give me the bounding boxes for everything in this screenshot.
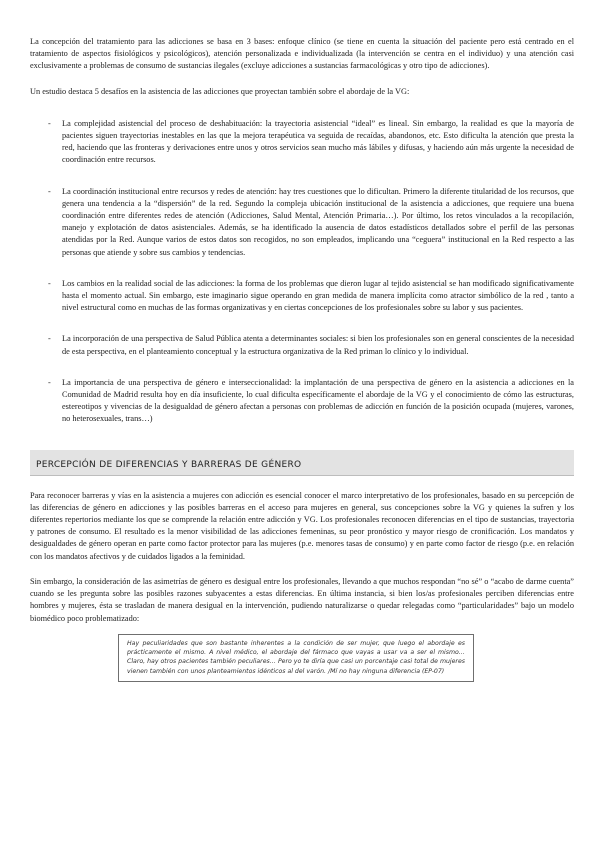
list-item — [30, 186, 574, 259]
study-paragraph: Un estudio destaca 5 desafíos en la asistencia de las adicciones que proyectan también sobre el abordaje de la VG: — [30, 86, 410, 96]
list-item — [30, 118, 574, 167]
section-header — [30, 450, 574, 476]
list-item — [30, 278, 574, 315]
section-paragraph-1: Para reconocer barreras y vías en la asistencia a mujeres con adicción es esencial conocer el marco interpretativo de los profesionales, basado en su percepción de las diferencias de género en adicciones y las posibles barreras en el acceso para mujeres en general, sus concepciones sobre la VG y quienes la sufren y los diferentes repertorios mediante los que se comprende la relación entre adicción y VG. Los profesionales reconocen diferencias en el tipo de sustancias, trayectoria y patrones de consumo. El resultado es la menor visibilidad de las adicciones femeninas, su peor pronóstico y mayor riesgo de cronificación. Los mandatos y desigualdades de género operan en parte como factor protector para las mujeres (p.e. menores tasas de consumo) y en parte como factor de riesgo (p.e. en relación con los mandatos afectivos y de cuidados ligados a la feminidad. — [30, 490, 574, 561]
list-item — [30, 333, 574, 357]
list-dash: - — [48, 118, 51, 128]
section-title: PERCEPCIÓN DE DIFERENCIAS Y BARRERAS DE GÉNERO — [36, 459, 302, 470]
list-dash: - — [48, 186, 51, 196]
list-item-text: Los cambios en la realidad social de las adicciones: la forma de los problemas que dieron lugar al tejido asistencial se han modificado significativamente hasta el momento actual. Sin embargo, este imaginario sigue operando en gran medida de manera implícita como atractor simbólico de la red , tanto a nivel estructural como en muchas de las formas organizativas y en ciertas concepciones de los profesionales sobre su labor y sus pacientes. — [62, 278, 574, 313]
quote-text: Hay peculiaridades que son bastante inherentes a la condición de ser mujer, que luego el abordaje es prácticamente el mismo. A nivel médico, el abordaje del fármaco que vayas a usar va a ser el mismo… Claro, hay otros pacientes también peculiares… Pero yo te diría que casi un porcentaje casi total de mujeres vienen también con unos planteamientos idénticos al del varón. /Mí no hay ninguna diferencia (EP-07) — [127, 639, 465, 675]
intro-paragraph: La concepción del tratamiento para las adicciones se basa en 3 bases: enfoque clínico (se tiene en cuenta la situación del paciente pero está centrado en el tratamiento de aspectos fisiológicos y psicológicos), atención personalizada e individualizada (la intervención se centra en el individuo) y una atención casi exclusivamente a problemas de consumo de sustancias ilegales (excluye adicciones a sustancias farmacológicas y otro tipo de adicciones). — [30, 37, 574, 71]
list-item-text: La complejidad asistencial del proceso de deshabituación: la trayectoria asistencial “ideal” es lineal. Sin embargo, la realidad es que la mayoría de pacientes siguen trayectorias inestables en las que la mejora terapéutica va seguida de recaídas, abandonos, etc. Esto dificulta la atención que presta la red, haciendo que las fronteras y derivaciones entre unos y otros servicios sean mucho más lábiles y difusas, y haciendo aún más urgente la necesidad de coordinación entre recursos. — [62, 118, 574, 165]
section-paragraph-2: Sin embargo, la consideración de las asimetrías de género es desigual entre los profesionales, llevando a que muchos respondan “no sé” o “acabo de darme cuenta” cuando se les pregunta sobre las posibles razones subyacentes a estas diferencias. En última instancia, si bien los/as profesionales perciben diferencias entre hombres y mujeres, ésta se trasladan de manera desigual en la intervención, pudiendo naturalizarse o quedar relegadas como “particularidades” bajo un modelo biomédico poco problematizado: — [30, 576, 574, 623]
list-item-text: La coordinación institucional entre recursos y redes de atención: hay tres cuestiones que lo dificultan. Primero la diferente titularidad de los recursos, que genera una tendencia a la “dispersión” de la red. Segundo la compleja ubicación institucional de la asistencia a adicciones, que requiere una buena coordinación entre diferentes redes de atención (Adicciones, Salud Mental, Atención Primaria…). Por último, los retos vinculados a la recopilación, manejo y explotación de datos asistenciales. Además, se ha identificado la ausencia de datos estadísticos detallados sobre el perfil de las personas atendidas por la Red. Aunque varios de estos datos son recogidos, no son empleados, implicando una “ceguera” institucional en la Red respecto a las personas que atiende y sobre sus cambios y tendencias. — [62, 186, 574, 257]
list-item-text: La importancia de una perspectiva de género e interseccionalidad: la implantación de una perspectiva de género en la asistencia a adicciones en la Comunidad de Madrid resulta hoy en día insuficiente, lo cual dificulta específicamente el abordaje de la VG y el conocimiento de cómo las estructuras, estereotipos y vivencias de la desigualdad de género afectan a personas con problemas de adicción en función de la posición ocupada (mujeres, varones, no heterosexuales, trans…) — [62, 377, 574, 424]
list-dash: - — [48, 278, 51, 288]
list-item — [30, 377, 574, 426]
list-dash: - — [48, 377, 51, 387]
quote-box — [118, 634, 474, 682]
list-item-text: La incorporación de una perspectiva de Salud Pública atenta a determinantes sociales: si bien los profesionales son en general conscientes de la necesidad de esta perspectiva, en el planteamiento conceptual y la estructura organizativa de la Red priman lo clínico y lo individual. — [62, 334, 574, 356]
list-dash: - — [48, 334, 51, 344]
challenges-list — [30, 118, 574, 426]
